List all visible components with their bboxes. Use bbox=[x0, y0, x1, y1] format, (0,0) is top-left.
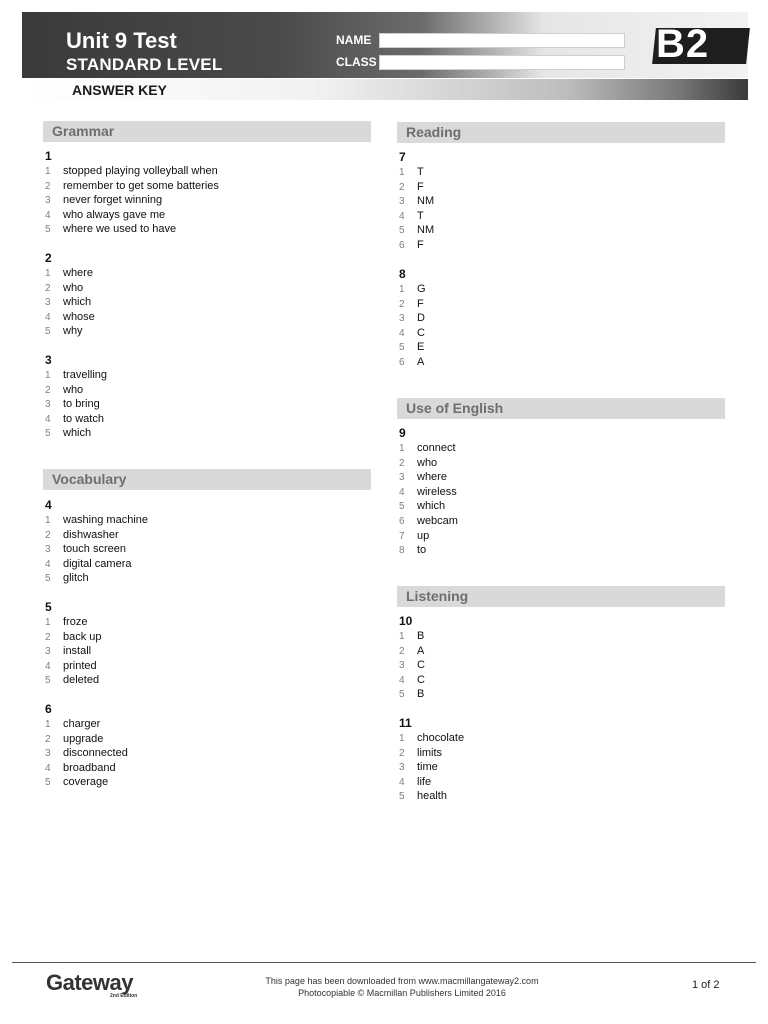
answer-row bbox=[399, 658, 425, 673]
item-number: 4 bbox=[399, 674, 405, 686]
item-number: 1 bbox=[399, 631, 405, 642]
item-number: 5 bbox=[45, 573, 51, 585]
name-label: NAME bbox=[336, 33, 372, 47]
answer-row bbox=[399, 209, 434, 224]
question-block-10 bbox=[399, 614, 425, 702]
item-number: 4 bbox=[45, 558, 51, 570]
answer-text: which bbox=[63, 296, 92, 309]
item-number: 5 bbox=[399, 342, 405, 354]
answer-text: stopped playing volleyball when bbox=[63, 165, 218, 177]
answer-text: F bbox=[417, 297, 424, 310]
page-number: 1 of 2 bbox=[692, 979, 720, 991]
answer-text: remember to get some batteries bbox=[63, 179, 219, 192]
answer-row bbox=[45, 557, 148, 572]
answer-row bbox=[45, 295, 95, 310]
answer-row bbox=[399, 529, 458, 544]
download-notice: This page has been downloaded from www.macmillangateway2.com bbox=[265, 976, 539, 986]
answer-row bbox=[45, 615, 102, 630]
answer-text: webcam bbox=[417, 514, 458, 527]
answer-text: who always gave me bbox=[63, 208, 166, 221]
item-number: 1 bbox=[45, 617, 51, 628]
item-number: 2 bbox=[45, 631, 51, 643]
answer-row bbox=[399, 789, 464, 804]
section-header-vocabulary: Vocabulary bbox=[43, 469, 371, 490]
answer-text: broadband bbox=[63, 761, 116, 774]
question-block-5 bbox=[45, 600, 102, 688]
answer-text: limits bbox=[417, 746, 443, 759]
question-block-1 bbox=[45, 149, 219, 237]
edition-label: 2nd Edition bbox=[110, 993, 138, 999]
answer-row bbox=[45, 732, 128, 747]
question-number: 2 bbox=[45, 251, 52, 265]
answer-text: touch screen bbox=[63, 543, 126, 556]
answer-text: NM bbox=[417, 224, 435, 237]
answer-text: where we used to have bbox=[63, 223, 177, 236]
item-number: 5 bbox=[45, 777, 51, 789]
question-number: 7 bbox=[399, 150, 406, 164]
question-block-4 bbox=[45, 498, 148, 586]
answer-row bbox=[45, 761, 128, 776]
item-number: 5 bbox=[399, 501, 405, 513]
answer-text: disconnected bbox=[63, 747, 128, 760]
answer-row bbox=[45, 164, 219, 179]
answer-text: why bbox=[63, 325, 83, 338]
answer-row bbox=[45, 310, 95, 325]
answer-row bbox=[399, 629, 425, 644]
item-number: 4 bbox=[399, 776, 405, 788]
question-number: 5 bbox=[45, 600, 52, 614]
answer-text: whose bbox=[63, 310, 95, 323]
question-block-2 bbox=[45, 251, 95, 339]
item-number: 3 bbox=[45, 297, 51, 309]
answer-row bbox=[399, 514, 458, 529]
footer-notice bbox=[222, 975, 582, 999]
answer-row bbox=[45, 281, 95, 296]
test-title: Unit 9 Test bbox=[66, 28, 177, 53]
answer-text: B bbox=[417, 630, 425, 642]
item-number: 4 bbox=[45, 660, 51, 672]
item-number: 5 bbox=[45, 326, 51, 338]
answer-row bbox=[399, 223, 434, 238]
item-number: 5 bbox=[45, 224, 51, 236]
answer-text: where bbox=[417, 471, 447, 484]
item-number: 1 bbox=[399, 167, 405, 178]
answer-text: health bbox=[417, 790, 447, 803]
question-number: 3 bbox=[45, 353, 52, 367]
item-number: 3 bbox=[399, 762, 405, 774]
answer-text: which bbox=[63, 427, 92, 440]
answer-text: travelling bbox=[63, 369, 108, 381]
answer-row bbox=[45, 644, 102, 659]
answer-text: time bbox=[417, 761, 438, 774]
answer-row bbox=[45, 397, 107, 412]
answer-text: C bbox=[417, 673, 425, 686]
answer-row bbox=[399, 499, 458, 514]
item-number: 4 bbox=[45, 311, 51, 323]
answer-row bbox=[399, 470, 458, 485]
class-field[interactable] bbox=[379, 55, 625, 70]
answer-row bbox=[399, 355, 426, 370]
item-number: 3 bbox=[45, 646, 51, 658]
answer-text: froze bbox=[63, 616, 88, 628]
item-number: 8 bbox=[399, 545, 405, 557]
item-number: 5 bbox=[399, 689, 405, 701]
answer-row bbox=[399, 746, 464, 761]
item-number: 5 bbox=[399, 791, 405, 803]
answer-row bbox=[45, 222, 219, 237]
answer-text: coverage bbox=[63, 776, 109, 789]
question-number: 10 bbox=[399, 614, 413, 628]
name-field[interactable] bbox=[379, 33, 625, 48]
answer-text: deleted bbox=[63, 674, 100, 687]
answer-row bbox=[399, 775, 464, 790]
answer-row bbox=[399, 340, 426, 355]
answer-row bbox=[399, 687, 425, 702]
item-number: 1 bbox=[45, 370, 51, 381]
item-number: 3 bbox=[45, 544, 51, 556]
answer-text: G bbox=[417, 283, 426, 295]
answer-row bbox=[45, 266, 95, 281]
item-number: 1 bbox=[399, 443, 405, 454]
answer-row bbox=[399, 238, 434, 253]
item-number: 3 bbox=[399, 313, 405, 325]
answer-row bbox=[45, 542, 148, 557]
answer-row bbox=[399, 760, 464, 775]
answer-row bbox=[399, 194, 434, 209]
answer-text: charger bbox=[63, 718, 101, 730]
answer-text: printed bbox=[63, 659, 97, 672]
question-block-3 bbox=[45, 353, 107, 441]
answer-row bbox=[399, 673, 425, 688]
answer-text: F bbox=[417, 238, 424, 251]
answer-text: dishwasher bbox=[63, 528, 119, 541]
answer-row bbox=[399, 311, 426, 326]
answer-text: washing machine bbox=[63, 514, 148, 526]
answer-row bbox=[399, 326, 426, 341]
answer-text: NM bbox=[417, 195, 435, 208]
answer-text: life bbox=[417, 775, 432, 788]
item-number: 1 bbox=[45, 268, 51, 279]
question-number: 1 bbox=[45, 149, 52, 163]
item-number: 3 bbox=[399, 472, 405, 484]
question-block-6 bbox=[45, 702, 128, 790]
answer-row bbox=[45, 193, 219, 208]
answer-row bbox=[45, 673, 102, 688]
answer-text: connect bbox=[417, 442, 456, 454]
answer-row bbox=[45, 412, 107, 427]
answer-row bbox=[399, 485, 458, 500]
question-number: 6 bbox=[45, 702, 52, 716]
item-number: 1 bbox=[45, 719, 51, 730]
item-number: 3 bbox=[399, 660, 405, 672]
answer-text: digital camera bbox=[63, 557, 132, 570]
answer-text: B bbox=[417, 688, 425, 701]
item-number: 4 bbox=[399, 327, 405, 339]
item-number: 2 bbox=[399, 747, 405, 759]
answer-row bbox=[45, 659, 102, 674]
answer-row bbox=[399, 441, 458, 456]
class-label: CLASS bbox=[336, 55, 377, 69]
answer-row bbox=[45, 426, 107, 441]
section-header-reading: Reading bbox=[397, 122, 725, 143]
item-number: 2 bbox=[399, 645, 405, 657]
answer-text: T bbox=[417, 209, 424, 222]
answer-row bbox=[45, 717, 128, 732]
footer-divider bbox=[12, 962, 756, 963]
item-number: 2 bbox=[45, 529, 51, 541]
answer-row bbox=[45, 179, 219, 194]
item-number: 1 bbox=[399, 284, 405, 295]
copyright-notice: Photocopiable © Macmillan Publishers Limited 2016 bbox=[298, 988, 506, 998]
item-number: 2 bbox=[45, 733, 51, 745]
item-number: 4 bbox=[45, 209, 51, 221]
item-number: 5 bbox=[45, 428, 51, 440]
question-block-9 bbox=[399, 426, 458, 558]
item-number: 4 bbox=[45, 413, 51, 425]
answer-row bbox=[45, 775, 128, 790]
item-number: 3 bbox=[45, 399, 51, 411]
item-number: 2 bbox=[399, 181, 405, 193]
answer-text: to bring bbox=[63, 398, 100, 411]
item-number: 2 bbox=[45, 282, 51, 294]
question-block-7 bbox=[399, 150, 434, 253]
answer-text: never forget winning bbox=[63, 194, 163, 207]
answer-row bbox=[45, 571, 148, 586]
item-number: 2 bbox=[45, 180, 51, 192]
answer-row bbox=[45, 746, 128, 761]
item-number: 2 bbox=[399, 457, 405, 469]
section-header-grammar: Grammar bbox=[43, 121, 371, 142]
item-number: 6 bbox=[399, 515, 405, 527]
gateway-logo: Gateway bbox=[46, 970, 133, 995]
question-number: 8 bbox=[399, 267, 406, 281]
answer-row bbox=[399, 644, 425, 659]
answer-row bbox=[399, 282, 426, 297]
item-number: 3 bbox=[45, 195, 51, 207]
item-number: 7 bbox=[399, 530, 405, 542]
answer-row bbox=[45, 513, 148, 528]
answer-row bbox=[399, 165, 434, 180]
answer-text: A bbox=[417, 355, 425, 368]
answer-text: C bbox=[417, 326, 425, 339]
answer-row bbox=[45, 630, 102, 645]
answer-row bbox=[399, 543, 458, 558]
answer-text: who bbox=[63, 281, 84, 294]
level-badge-text: B2 bbox=[656, 22, 710, 66]
answer-row bbox=[45, 383, 107, 398]
answer-key-title: ANSWER KEY bbox=[72, 82, 167, 98]
question-number: 4 bbox=[45, 498, 52, 512]
answer-text: back up bbox=[63, 630, 102, 643]
answer-text: upgrade bbox=[63, 732, 104, 745]
answer-row bbox=[45, 324, 95, 339]
item-number: 1 bbox=[45, 166, 51, 177]
answer-row bbox=[399, 297, 426, 312]
answer-row bbox=[399, 731, 464, 746]
answer-text: where bbox=[63, 267, 93, 279]
answer-text: glitch bbox=[63, 572, 89, 585]
answer-text: chocolate bbox=[417, 732, 465, 744]
item-number: 3 bbox=[45, 748, 51, 760]
answer-text: wireless bbox=[417, 485, 457, 498]
test-level: STANDARD LEVEL bbox=[66, 55, 223, 74]
answer-row bbox=[45, 528, 148, 543]
answer-text: up bbox=[417, 529, 430, 542]
section-header-use-of-english: Use of English bbox=[397, 398, 725, 419]
answer-text: C bbox=[417, 659, 425, 672]
item-number: 5 bbox=[399, 225, 405, 237]
item-number: 2 bbox=[399, 298, 405, 310]
answer-text: to bbox=[417, 544, 427, 557]
section-header-listening: Listening bbox=[397, 586, 725, 607]
answer-text: who bbox=[63, 383, 84, 396]
answer-text: D bbox=[417, 312, 425, 325]
item-number: 1 bbox=[399, 733, 405, 744]
answer-text: T bbox=[417, 166, 424, 178]
answer-row bbox=[45, 208, 219, 223]
answer-row bbox=[399, 180, 434, 195]
question-number: 9 bbox=[399, 426, 406, 440]
item-number: 3 bbox=[399, 196, 405, 208]
item-number: 4 bbox=[45, 762, 51, 774]
question-number: 11 bbox=[399, 716, 412, 730]
answer-text: F bbox=[417, 180, 424, 193]
answer-text: which bbox=[417, 500, 446, 513]
answer-text: E bbox=[417, 341, 425, 354]
item-number: 6 bbox=[399, 239, 405, 251]
answer-text: install bbox=[63, 645, 92, 658]
item-number: 4 bbox=[399, 486, 405, 498]
question-block-11 bbox=[399, 716, 464, 804]
item-number: 6 bbox=[399, 356, 405, 368]
answer-text: A bbox=[417, 644, 425, 657]
answer-row bbox=[399, 456, 458, 471]
item-number: 1 bbox=[45, 515, 51, 526]
answer-text: to watch bbox=[63, 412, 104, 425]
answer-text: who bbox=[417, 456, 438, 469]
answer-row bbox=[45, 368, 107, 383]
item-number: 2 bbox=[45, 384, 51, 396]
question-block-8 bbox=[399, 267, 426, 370]
item-number: 5 bbox=[45, 675, 51, 687]
item-number: 4 bbox=[399, 210, 405, 222]
